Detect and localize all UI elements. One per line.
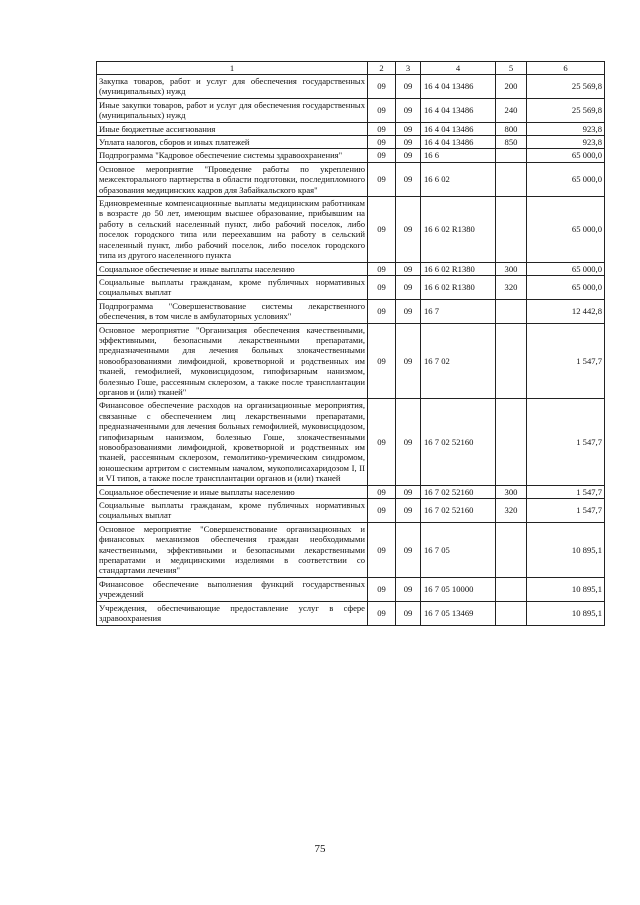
expense-type-cell — [496, 299, 527, 323]
section-code-cell: 09 — [368, 262, 396, 275]
header-cell-6: 6 — [527, 62, 605, 75]
header-row — [97, 62, 605, 75]
subsection-code-cell: 09 — [396, 162, 421, 196]
amount-cell: 1 547,7 — [527, 399, 605, 485]
amount-cell: 10 895,1 — [527, 522, 605, 577]
amount-cell: 923,8 — [527, 136, 605, 149]
expense-name-cell: Иные закупки товаров, работ и услуг для обеспечения государственных (муниципальных) нужд — [97, 98, 368, 122]
target-article-cell: 16 4 04 13486 — [421, 98, 496, 122]
amount-cell: 12 442,8 — [527, 299, 605, 323]
header-cell-5: 5 — [496, 62, 527, 75]
header-cell-2: 2 — [368, 62, 396, 75]
expense-type-cell — [496, 399, 527, 485]
subsection-code-cell: 09 — [396, 399, 421, 485]
page-number: 75 — [314, 843, 326, 855]
table-row — [97, 299, 605, 323]
amount-cell: 10 895,1 — [527, 577, 605, 601]
table-row — [97, 262, 605, 275]
table-row — [97, 522, 605, 577]
table-row — [97, 499, 605, 523]
target-article-cell: 16 4 04 13486 — [421, 136, 496, 149]
expense-type-cell — [496, 197, 527, 262]
expense-type-cell — [496, 162, 527, 196]
expense-name-cell: Основное мероприятие "Проведение работы по укреплению межсекторального партнерства в области подготовки, последипломного образования медицинских кадров для Забайкальского края" — [97, 162, 368, 196]
table-row — [97, 122, 605, 135]
amount-cell: 65 000,0 — [527, 162, 605, 196]
target-article-cell: 16 7 02 52160 — [421, 485, 496, 498]
expense-name-cell: Иные бюджетные ассигнования — [97, 122, 368, 135]
expense-type-cell: 300 — [496, 262, 527, 275]
amount-cell: 10 895,1 — [527, 601, 605, 625]
table-row — [97, 149, 605, 162]
section-code-cell: 09 — [368, 601, 396, 625]
expense-type-cell — [496, 323, 527, 399]
expense-name-cell: Подпрограмма "Совершенствование системы лекарственного обеспечения, в том числе в амбулаторных условиях" — [97, 299, 368, 323]
amount-cell: 1 547,7 — [527, 485, 605, 498]
target-article-cell: 16 4 04 13486 — [421, 122, 496, 135]
expense-name-cell: Социальные выплаты гражданам, кроме публичных нормативных социальных выплат — [97, 275, 368, 299]
target-article-cell: 16 6 — [421, 149, 496, 162]
table-row — [97, 162, 605, 196]
section-code-cell: 09 — [368, 75, 396, 99]
amount-cell: 65 000,0 — [527, 275, 605, 299]
target-article-cell: 16 7 02 52160 — [421, 399, 496, 485]
subsection-code-cell: 09 — [396, 122, 421, 135]
expense-type-cell — [496, 522, 527, 577]
expense-type-cell: 300 — [496, 485, 527, 498]
header-cell-3: 3 — [396, 62, 421, 75]
amount-cell: 65 000,0 — [527, 149, 605, 162]
table-row — [97, 399, 605, 485]
section-code-cell: 09 — [368, 522, 396, 577]
target-article-cell: 16 6 02 — [421, 162, 496, 196]
subsection-code-cell: 09 — [396, 577, 421, 601]
subsection-code-cell: 09 — [396, 275, 421, 299]
target-article-cell: 16 7 — [421, 299, 496, 323]
section-code-cell: 09 — [368, 485, 396, 498]
table-row — [97, 275, 605, 299]
expense-name-cell: Единовременные компенсационные выплаты медицинским работникам в возрасте до 50 лет, имеющим высшее образование, прибывшим на работу в сельский населенный пункт, либо рабочий поселок, либо поселок городского типа или переехавшим на работу в сельский населенный пункт, либо рабочий поселок, либо поселок городского типа из другого населенного пункта — [97, 197, 368, 262]
target-article-cell: 16 7 05 13469 — [421, 601, 496, 625]
expense-name-cell: Социальное обеспечение и иные выплаты населению — [97, 262, 368, 275]
subsection-code-cell: 09 — [396, 197, 421, 262]
expense-name-cell: Социальное обеспечение и иные выплаты населению — [97, 485, 368, 498]
section-code-cell: 09 — [368, 162, 396, 196]
section-code-cell: 09 — [368, 323, 396, 399]
subsection-code-cell: 09 — [396, 136, 421, 149]
target-article-cell: 16 7 02 — [421, 323, 496, 399]
amount-cell: 1 547,7 — [527, 323, 605, 399]
expense-name-cell: Финансовое обеспечение выполнения функций государственных учреждений — [97, 577, 368, 601]
expense-name-cell: Основное мероприятие "Организация обеспечения качественными, эффективными, безопасными лекарственными препаратами, предназначенными для лечения больных злокачественными новообразованиями лимфоидной, кроветворной и родственных им тканей, гемофилией, муковисцидозом, гипофизарным нанизмом, болезнью Гоше, рассеянным склерозом, а также после трансплантации органов и (или) тканей" — [97, 323, 368, 399]
subsection-code-cell: 09 — [396, 485, 421, 498]
amount-cell: 25 569,8 — [527, 75, 605, 99]
target-article-cell: 16 7 02 52160 — [421, 499, 496, 523]
section-code-cell: 09 — [368, 275, 396, 299]
amount-cell: 1 547,7 — [527, 499, 605, 523]
target-article-cell: 16 4 04 13486 — [421, 75, 496, 99]
expense-type-cell — [496, 149, 527, 162]
expense-name-cell: Закупка товаров, работ и услуг для обеспечения государственных (муниципальных) нужд — [97, 75, 368, 99]
target-article-cell: 16 7 05 10000 — [421, 577, 496, 601]
target-article-cell: 16 7 05 — [421, 522, 496, 577]
budget-table — [96, 61, 605, 626]
expense-name-cell: Основное мероприятие "Совершенствование организационных и финансовых механизмов обеспечения граждан необходимыми качественными, эффективными и безопасными лекарственными препаратами и медицинскими изделиями в соответствии со стандартами лечения" — [97, 522, 368, 577]
amount-cell: 65 000,0 — [527, 197, 605, 262]
section-code-cell: 09 — [368, 98, 396, 122]
table-row — [97, 577, 605, 601]
expense-type-cell: 850 — [496, 136, 527, 149]
table-row — [97, 485, 605, 498]
table-row — [97, 136, 605, 149]
expense-type-cell: 200 — [496, 75, 527, 99]
target-article-cell: 16 6 02 R1380 — [421, 197, 496, 262]
amount-cell: 25 569,8 — [527, 98, 605, 122]
subsection-code-cell: 09 — [396, 522, 421, 577]
table-row — [97, 98, 605, 122]
table-row — [97, 323, 605, 399]
subsection-code-cell: 09 — [396, 323, 421, 399]
target-article-cell: 16 6 02 R1380 — [421, 262, 496, 275]
subsection-code-cell: 09 — [396, 149, 421, 162]
header-cell-4: 4 — [421, 62, 496, 75]
section-code-cell: 09 — [368, 149, 396, 162]
table-row — [97, 197, 605, 262]
section-code-cell: 09 — [368, 577, 396, 601]
expense-name-cell: Подпрограмма "Кадровое обеспечение системы здравоохранения" — [97, 149, 368, 162]
expense-type-cell: 320 — [496, 499, 527, 523]
subsection-code-cell: 09 — [396, 262, 421, 275]
amount-cell: 923,8 — [527, 122, 605, 135]
table-row — [97, 75, 605, 99]
expense-name-cell: Финансовое обеспечение расходов на организационные мероприятия, связанные с обеспечением лиц лекарственными препаратами, предназначенными для лечения больных гемофилией, муковисцидозом, гипофизарным нанизмом, болезнью Гоше, злокачественными новообразованиями лимфоидной, кроветворной и родственных им тканей, рассеянным склерозом, гемолитико-уремическим синдромом, юношеским артритом с системным началом, мукополисахаридозом I, II и VI типов, а также после трансплантации органов и (или) тканей — [97, 399, 368, 485]
section-code-cell: 09 — [368, 197, 396, 262]
expense-name-cell: Социальные выплаты гражданам, кроме публичных нормативных социальных выплат — [97, 499, 368, 523]
section-code-cell: 09 — [368, 399, 396, 485]
expense-type-cell: 320 — [496, 275, 527, 299]
section-code-cell: 09 — [368, 136, 396, 149]
section-code-cell: 09 — [368, 122, 396, 135]
subsection-code-cell: 09 — [396, 98, 421, 122]
expense-type-cell: 800 — [496, 122, 527, 135]
expense-type-cell: 240 — [496, 98, 527, 122]
expense-name-cell: Уплата налогов, сборов и иных платежей — [97, 136, 368, 149]
subsection-code-cell: 09 — [396, 75, 421, 99]
subsection-code-cell: 09 — [396, 499, 421, 523]
expense-type-cell — [496, 577, 527, 601]
header-cell-1: 1 — [97, 62, 368, 75]
subsection-code-cell: 09 — [396, 601, 421, 625]
section-code-cell: 09 — [368, 499, 396, 523]
amount-cell: 65 000,0 — [527, 262, 605, 275]
table-body — [97, 75, 605, 626]
expense-name-cell: Учреждения, обеспечивающие предоставление услуг в сфере здравоохранения — [97, 601, 368, 625]
target-article-cell: 16 6 02 R1380 — [421, 275, 496, 299]
section-code-cell: 09 — [368, 299, 396, 323]
expense-type-cell — [496, 601, 527, 625]
table-row — [97, 601, 605, 625]
subsection-code-cell: 09 — [396, 299, 421, 323]
